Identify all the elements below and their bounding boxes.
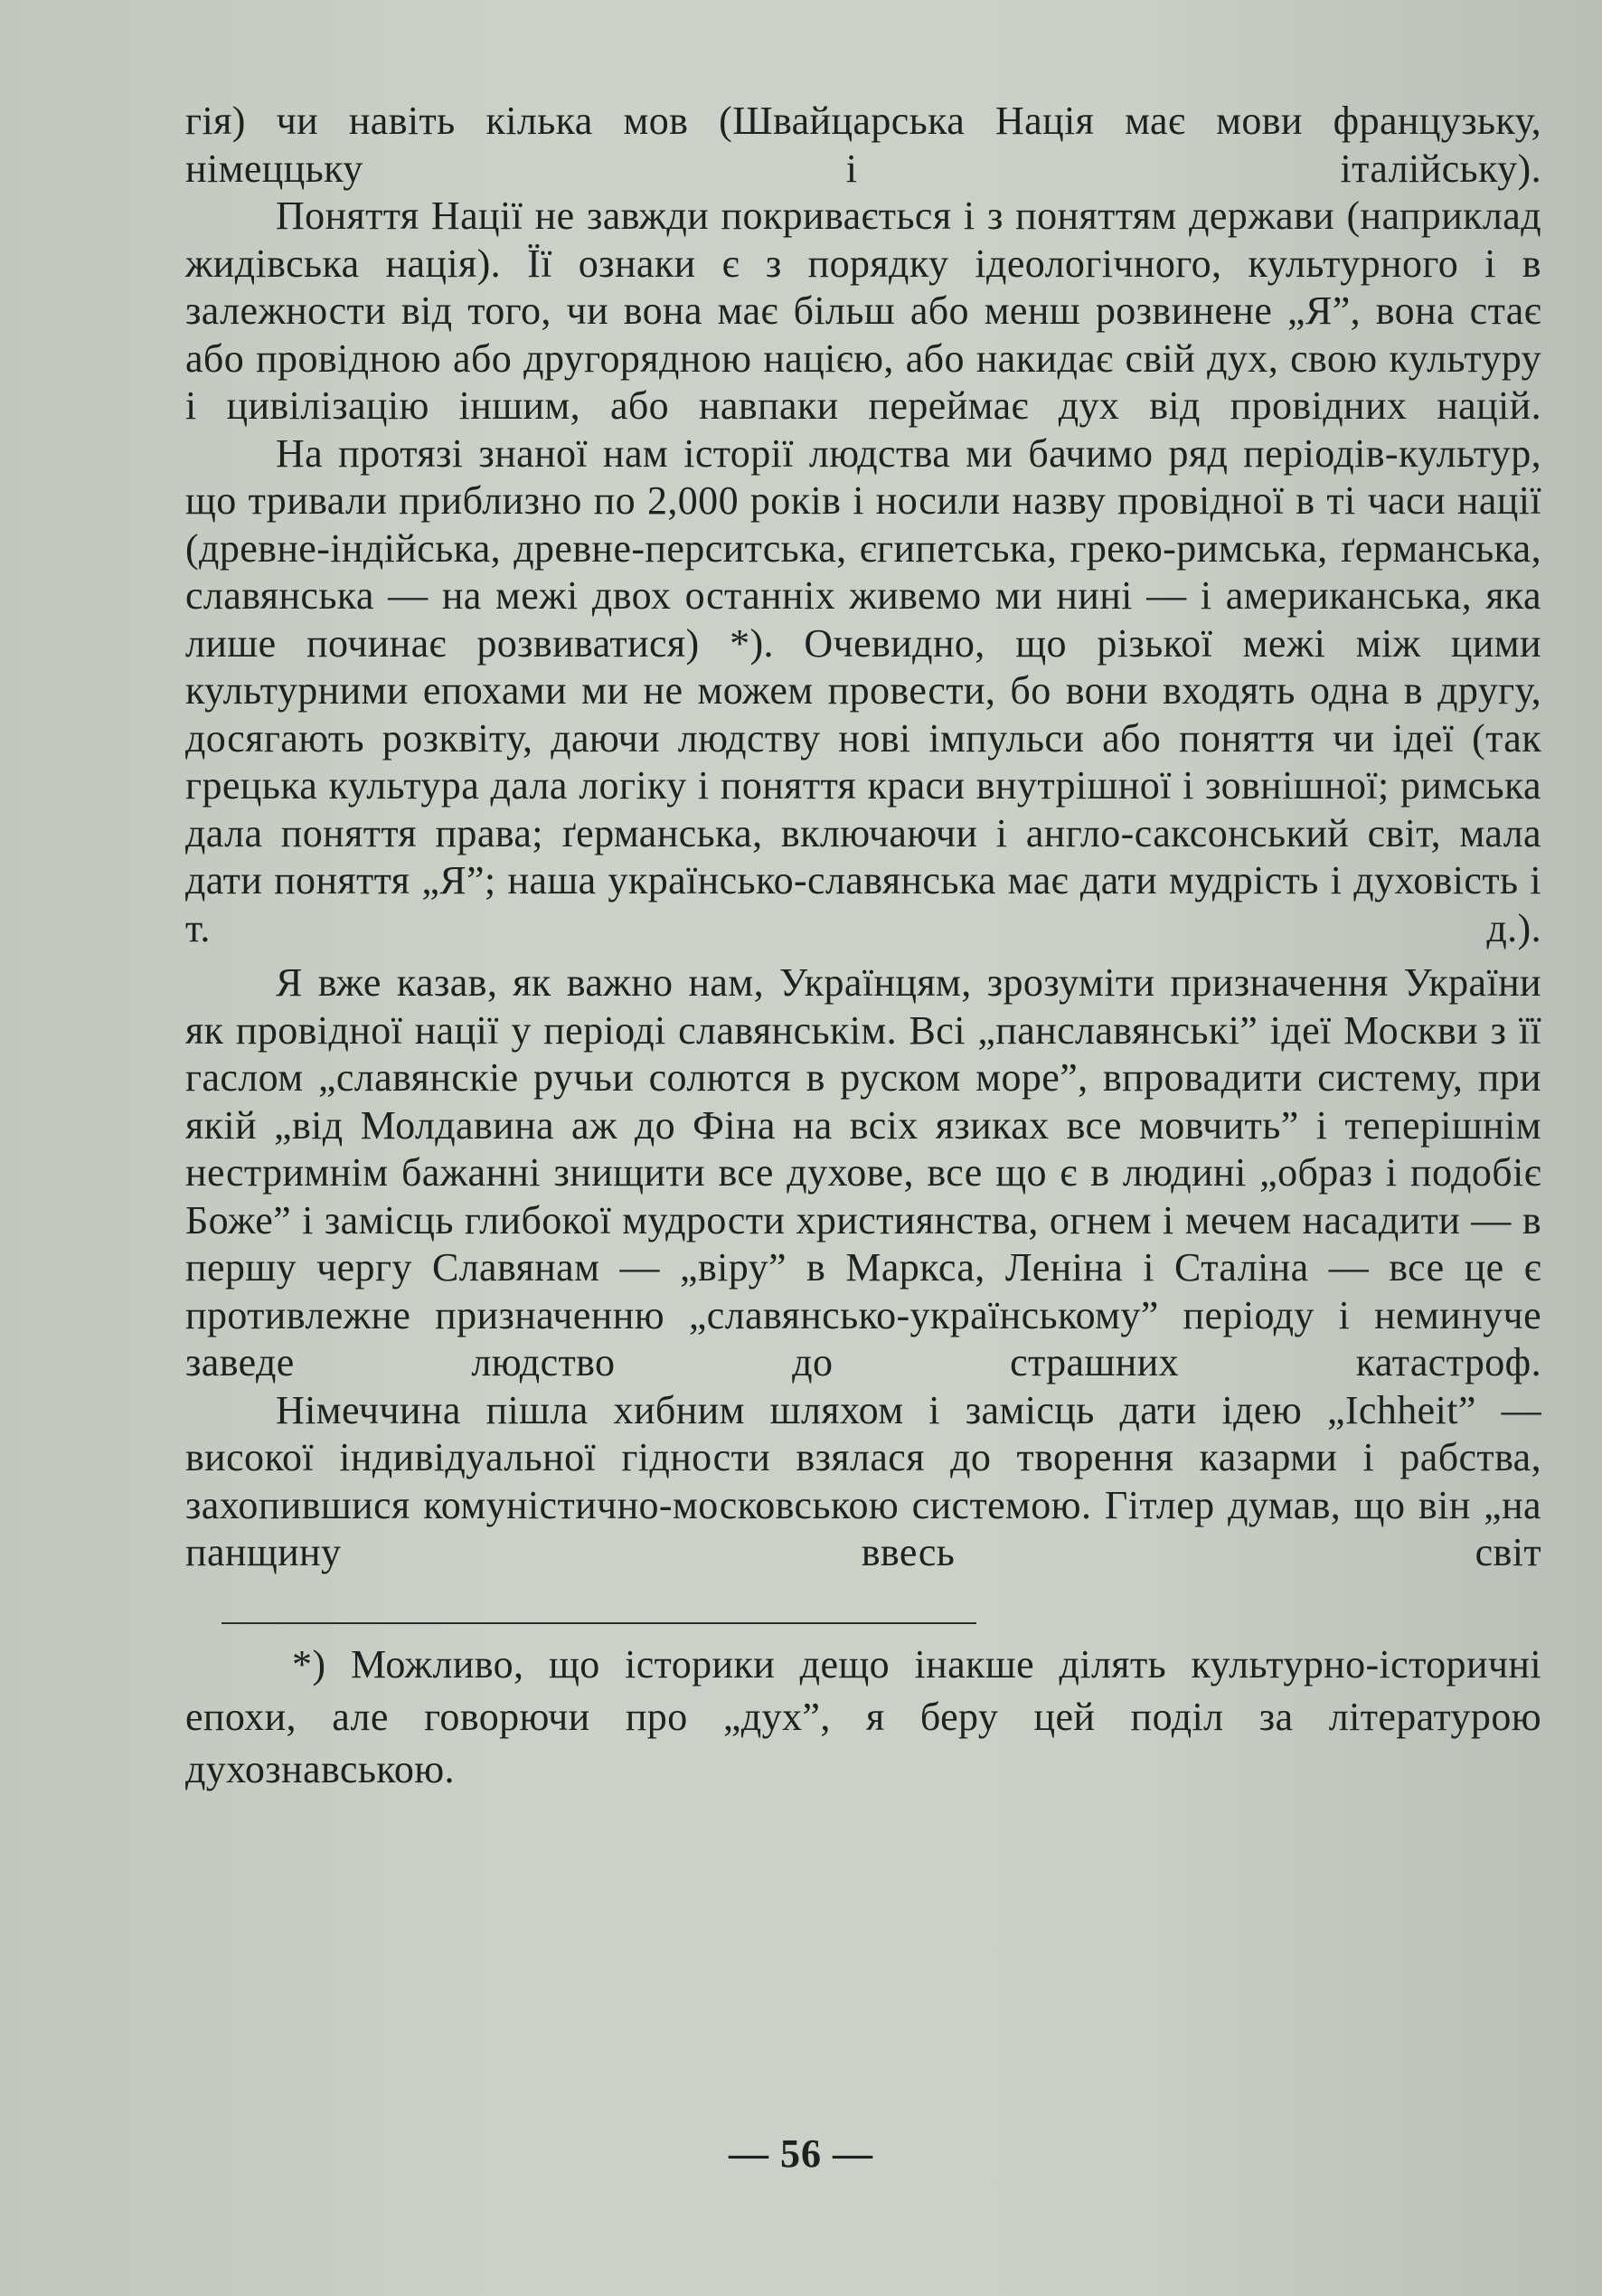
- paragraph-5: Німеччина пішла хибним шляхом і замісць дати ідею „Ichheit” — високої індивідуальної гідности взялася до творення казарми і рабства, захопившися комуністично-московською системою. Гітлер думав, що він „на панщину ввесь світ: [185, 1387, 1541, 1574]
- page-number: — 56 —: [729, 2131, 873, 2176]
- footnote-divider: [221, 1622, 976, 1624]
- paragraph-2: Поняття Нації не завжди покривається і з поняттям держави (наприклад жидівська нація). Її ознаки є з порядку ідеологічного, культурного і в залежности від того, чи вона має більш або менш розвинене „Я”, вона стає або провідною або другорядною нацією, або накидає свій дух, свою культуру і цивілізацію іншим, або навпаки переймає дух від провідних націй.: [185, 194, 1541, 428]
- paragraph-1: гія) чи навіть кілька мов (Швайцарська Нація має мови французьку, німеццьку і італійську).: [185, 99, 1541, 191]
- main-text: [185, 98, 1541, 1796]
- paragraph-3: На протязі знаної нам історії людства ми бачимо ряд періодів-культур, що тривали приблизно по 2,000 років і носили назву провідної в ті часи нації (древне-індійська, древне-перситська, єгипетська, греко-римська, ґерманська, славянська — на межі двох останніх живемо ми нині — і американська, яка лише починає розвиватися) *). Очевидно, що різької межі між цими культурними епохами ми не можем провести, бо вони входять одна в другу, досягають розквіту, даючи людству нові імпульси або поняття чи ідеї (так грецька культура дала логіку і поняття краси внутрішної і зовнішної; римська дала поняття права; ґерманська, включаючи і англо-саксонський світ, мала дати поняття „Я”; наша українсько-славянська має дати мудрість і духовість і т. д.).: [185, 430, 1541, 950]
- paragraph-4: Я вже казав, як важно нам, Українцям, зрозуміти призначення України як провідної нації у періоді славянськім. Всі „панславянські” ідеї Москви з її гаслом „славянскіе ручьи солются в руском море”, впровадити систему, при якій „від Молдавина аж до Фіна на всіх язиках все мовчить” і теперішнім нестримнім бажанні знищити все духове, все що є в людині „образ і подобіє Боже” і замісць глибокої мудрости християнства, огнем і мечем насадити — в першу чергу Славянам — „віру” в Маркса, Леніна і Сталіна — все це є противлежне призначенню „славянсько-українському” періоду і неминуче заведе людство до страшних катастроф.: [185, 960, 1541, 1384]
- footnote: *) Можливо, що історики дещо інакше ділять культурно-історичні епохи, але говорючи про „дух”, я беру цей поділ за літературою духознавською.: [185, 1641, 1541, 1791]
